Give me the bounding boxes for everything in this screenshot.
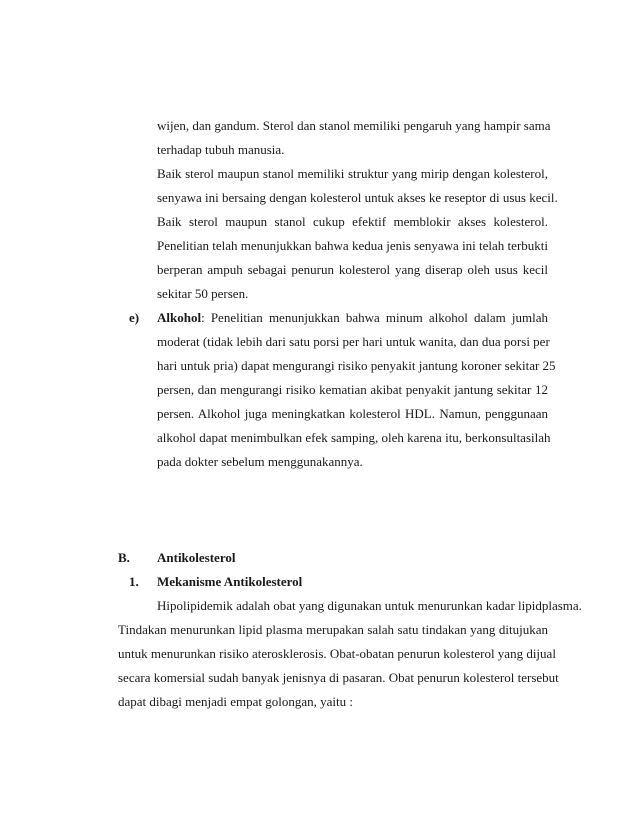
text-line-first <box>157 310 548 326</box>
text-line: Tindakan menurunkan lipid plasma merupakan salah satu tindakan yang ditujukan <box>118 622 548 637</box>
text-line: Baik sterol maupun stanol cukup efektif memblokir akses kolesterol. <box>157 214 548 229</box>
text-line: wijen, dan gandum. Sterol dan stanol memiliki pengaruh yang hampir sama <box>157 118 551 133</box>
text-line: Baik sterol maupun stanol memiliki struktur yang mirip dengan kolesterol, <box>157 166 548 181</box>
text-line: Penelitian telah menunjukkan bahwa kedua jenis senyawa ini telah terbukti <box>157 238 548 253</box>
text-line: moderat (tidak lebih dari satu porsi per hari untuk wanita, dan dua porsi per <box>157 334 550 349</box>
text-line: alkohol dapat menimbulkan efek samping, oleh karena itu, berkonsultasilah <box>157 430 551 445</box>
section-title: Antikolesterol <box>157 550 236 565</box>
text-line: untuk menurunkan risiko aterosklerosis. Obat-obatan penurun kolesterol yang dijual <box>118 646 556 661</box>
subsection-marker: 1. <box>129 574 139 589</box>
text-line: terhadap tubuh manusia. <box>157 142 285 157</box>
text-line: sekitar 50 persen. <box>157 286 249 301</box>
list-marker: e) <box>129 310 140 325</box>
text-line: pada dokter sebelum menggunakannya. <box>157 454 363 469</box>
item-term: Alkohol <box>157 310 202 325</box>
text-line: dapat dibagi menjadi empat golongan, yaitu : <box>118 694 354 709</box>
item-first-line: : Penelitian menunjukkan bahwa minum alkohol dalam jumlah <box>201 310 548 325</box>
text-line: Hipolipidemik adalah obat yang digunakan untuk menurunkan kadar lipidplasma. <box>157 598 582 613</box>
text-line: persen. Alkohol juga meningkatkan kolesterol HDL. Namun, penggunaan <box>157 406 548 421</box>
text-line: secara komersial sudah banyak jenisnya di pasaran. Obat penurun kolesterol tersebut <box>118 670 559 685</box>
text-line: senyawa ini bersaing dengan kolesterol untuk akses ke reseptor di usus kecil. <box>157 190 558 205</box>
text-line: hari untuk pria) dapat mengurangi risiko penyakit jantung koroner sekitar 25 <box>157 358 556 373</box>
text-line: berperan ampuh sebagai penurun kolesterol yang diserap oleh usus kecil <box>157 262 548 277</box>
section-marker: B. <box>118 550 130 565</box>
text-line: persen, dan mengurangi risiko kematian akibat penyakit jantung sekitar 12 <box>157 382 548 397</box>
subsection-title: Mekanisme Antikolesterol <box>157 574 303 589</box>
